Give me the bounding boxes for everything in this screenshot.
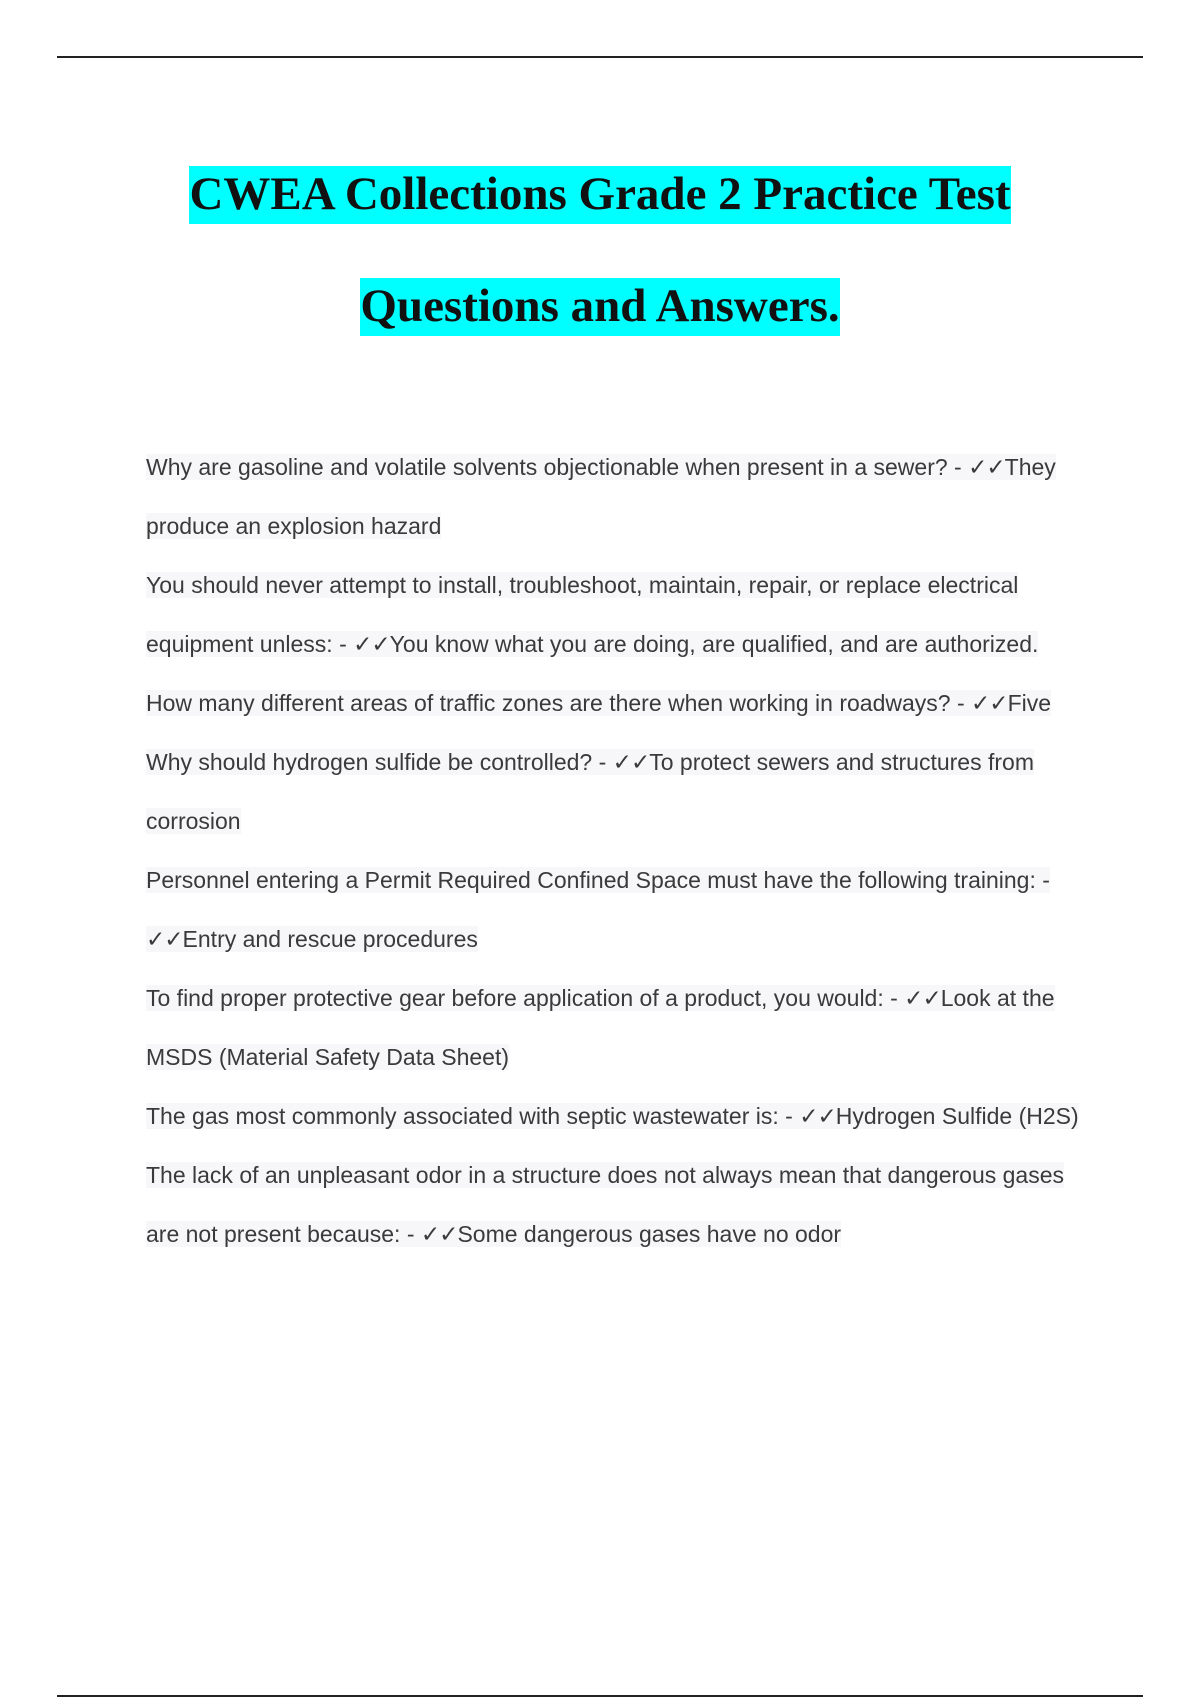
title-line-1 <box>0 138 1200 250</box>
question-text: Why should hydrogen sulfide be controlled? - <box>146 749 613 775</box>
double-check-icon: ✓✓ <box>612 749 650 775</box>
qa-item <box>146 438 1086 556</box>
top-rule <box>57 56 1143 58</box>
bottom-rule <box>57 1695 1143 1697</box>
qa-item <box>146 1146 1086 1264</box>
double-check-icon: ✓✓ <box>968 454 1005 480</box>
answer <box>971 690 1051 716</box>
document-title <box>0 138 1200 362</box>
answer-text: They produce an explosion hazard <box>146 454 1056 539</box>
question-text: The lack of an unpleasant odor in a structure does not always mean that dangerous gases are not present because: - <box>146 1162 1065 1247</box>
answer-text: Look at the MSDS (Material Safety Data Sheet) <box>146 985 1055 1070</box>
double-check-icon: ✓✓ <box>420 1221 458 1247</box>
answer-text: Hydrogen Sulfide (H2S) <box>835 1103 1079 1129</box>
double-check-icon: ✓✓ <box>799 1103 836 1129</box>
answer-text: Entry and rescue procedures <box>182 926 478 952</box>
answer-text: Some dangerous gases have no odor <box>457 1221 842 1247</box>
answer <box>421 1221 841 1247</box>
answer <box>799 1103 1078 1129</box>
qa-item <box>146 674 1086 733</box>
question-text: Personnel entering a Permit Required Confined Space must have the following training: - <box>146 867 1050 893</box>
answer <box>353 631 1038 657</box>
answer-text: To protect sewers and structures from corrosion <box>146 749 1034 834</box>
double-check-icon: ✓✓ <box>146 926 183 952</box>
qa-item <box>146 556 1086 674</box>
answer-text: Five <box>1007 690 1052 716</box>
question-text: How many different areas of traffic zones are there when working in roadways? - <box>146 690 972 716</box>
question-text: You should never attempt to install, troubleshoot, maintain, repair, or replace electrical equipment unless: - <box>146 572 1019 657</box>
double-check-icon: ✓✓ <box>904 985 941 1011</box>
qa-item <box>146 733 1086 851</box>
title-highlight-1: CWEA Collections Grade 2 Practice Test <box>189 166 1010 224</box>
answer <box>146 926 478 952</box>
question-text: To find proper protective gear before application of a product, you would: - <box>146 985 905 1011</box>
qa-item <box>146 1087 1086 1146</box>
question-text: Why are gasoline and volatile solvents objectionable when present in a sewer? - <box>146 454 969 480</box>
title-highlight-2: Questions and Answers. <box>360 278 839 336</box>
qa-item <box>146 851 1086 969</box>
qa-list <box>146 438 1086 1264</box>
qa-item <box>146 969 1086 1087</box>
double-check-icon: ✓✓ <box>971 690 1008 716</box>
answer-text: You know what you are doing, are qualified, and are authorized. <box>389 631 1039 657</box>
title-line-2 <box>0 250 1200 362</box>
question-text: The gas most commonly associated with septic wastewater is: - <box>146 1103 800 1129</box>
double-check-icon: ✓✓ <box>353 631 390 657</box>
